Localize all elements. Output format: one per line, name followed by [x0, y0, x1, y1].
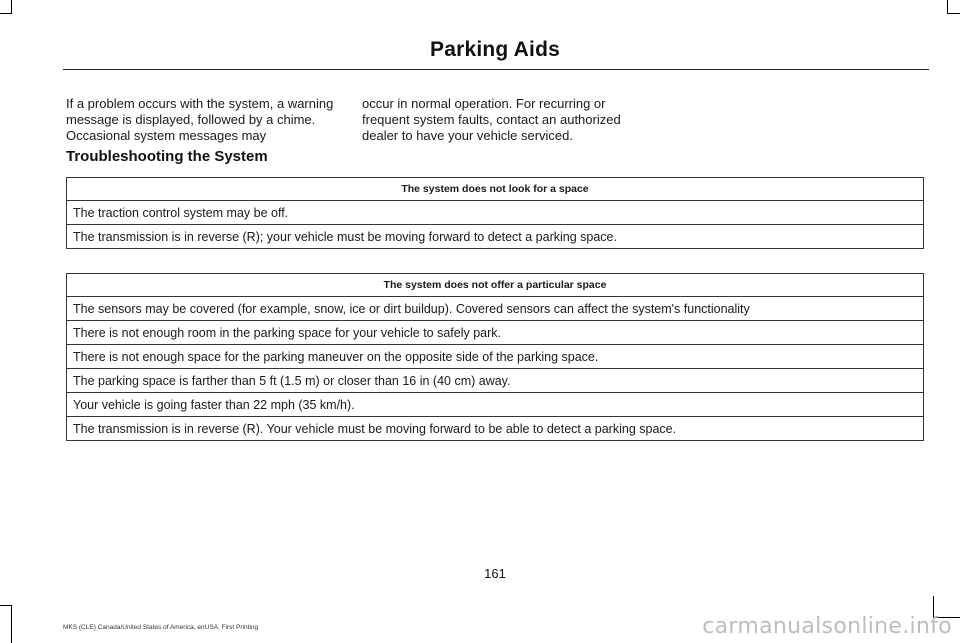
table-header-row	[67, 274, 924, 297]
crop-mark	[947, 13, 960, 14]
table-cell: The sensors may be covered (for example, snow, ice or dirt buildup). Covered sensors can affect the system's functionality	[67, 297, 924, 321]
page-title: Parking Aids	[430, 38, 560, 61]
troubleshooting-table-no-space	[66, 177, 924, 249]
table-cell: The traction control system may be off.	[67, 201, 924, 225]
table-row	[67, 393, 924, 417]
crop-mark	[947, 0, 948, 14]
table-cell: The transmission is in reverse (R). Your vehicle must be moving forward to be able to detect a parking space.	[67, 417, 924, 441]
watermark: carmanualsonline.info	[702, 614, 952, 639]
crop-mark	[11, 0, 12, 14]
table-row	[67, 345, 924, 369]
table-row	[67, 417, 924, 441]
intro-left-column	[66, 96, 346, 144]
table-header-row	[67, 178, 924, 201]
table-cell: The transmission is in reverse (R); your vehicle must be moving forward to detect a parking space.	[67, 225, 924, 249]
troubleshooting-table-particular-space	[66, 273, 924, 441]
crop-mark	[11, 605, 12, 643]
page-number: 161	[484, 566, 506, 581]
table-cell: There is not enough room in the parking space for your vehicle to safely park.	[67, 321, 924, 345]
footer-printing-note: MKS (CLE) Canada/United States of America, enUSA, First Printing	[63, 624, 259, 631]
table-row	[67, 225, 924, 249]
table-cell: Your vehicle is going faster than 22 mph (35 km/h).	[67, 393, 924, 417]
section-heading: Troubleshooting the System	[66, 148, 268, 165]
table-cell: There is not enough space for the parking maneuver on the opposite side of the parking space.	[67, 345, 924, 369]
table-row	[67, 321, 924, 345]
table-row	[67, 201, 924, 225]
header-divider	[63, 69, 929, 70]
intro-left-text: If a problem occurs with the system, a warning message is displayed, followed by a chime. Occasional system messages may	[66, 96, 334, 143]
intro-right-column	[362, 96, 642, 144]
crop-mark	[0, 13, 12, 14]
table-cell: The parking space is farther than 5 ft (1.5 m) or closer than 16 in (40 cm) away.	[67, 369, 924, 393]
crop-mark	[0, 605, 12, 606]
table-row	[67, 369, 924, 393]
table-header: The system does not offer a particular space	[67, 274, 924, 297]
table-row	[67, 297, 924, 321]
intro-right-text: occur in normal operation. For recurring or frequent system faults, contact an authorized dealer to have your vehicle serviced.	[362, 96, 621, 143]
table-header: The system does not look for a space	[67, 178, 924, 201]
